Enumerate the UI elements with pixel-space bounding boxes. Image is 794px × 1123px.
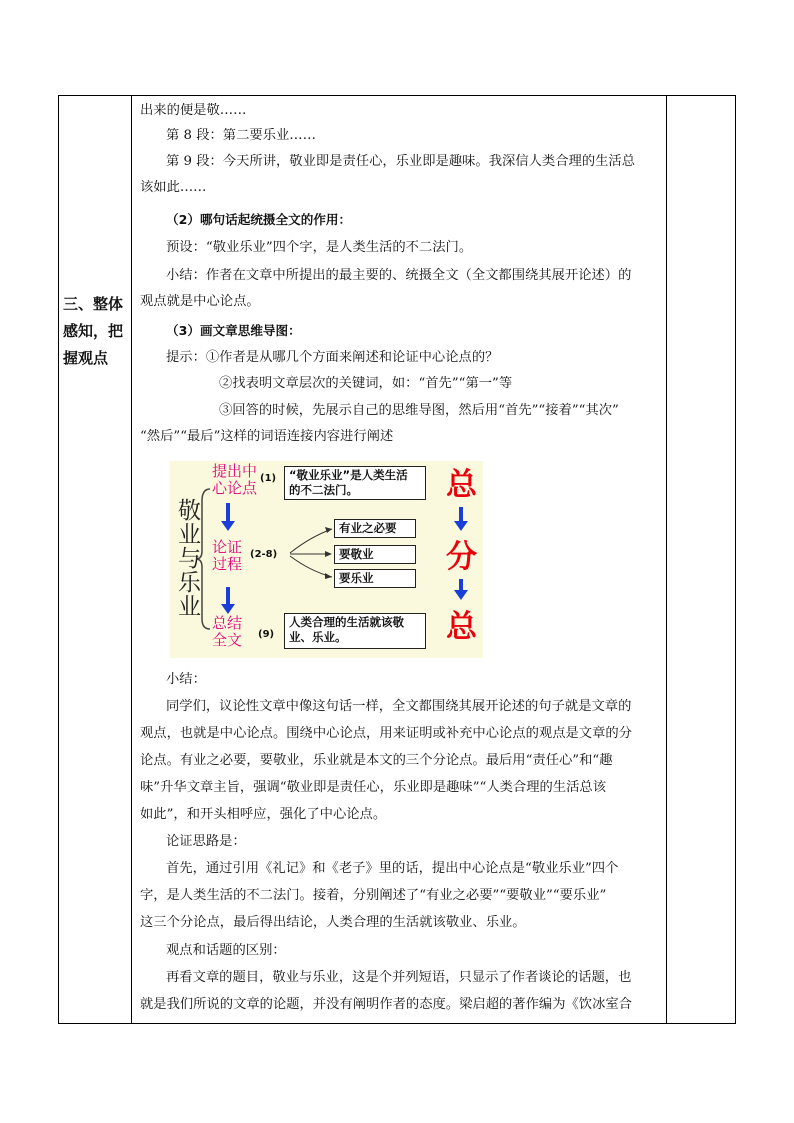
sub-point-box: 要敬业: [334, 545, 416, 564]
text-line: 提示：①作者是从哪几个方面来阐述和论证中心论点的？: [166, 350, 499, 365]
box-text: “敬业乐业”是人类生活: [289, 468, 408, 482]
text-line: 观点和话题的区别：: [166, 943, 286, 958]
subheading: （2）哪句话起统摄全文的作用：: [166, 212, 352, 227]
branch-line: [290, 529, 332, 553]
section-label: [63, 291, 129, 372]
total-char: 总: [446, 609, 477, 645]
sub-point-box: 要乐业: [334, 569, 416, 588]
arrow-down-icon: [221, 521, 235, 531]
text-line: 首先，通过引用《礼记》和《老子》里的话，提出中心论点是“敬业乐业”四个: [166, 861, 619, 876]
node-label: 总结: [212, 614, 243, 632]
box-text: 业、乐业。: [289, 630, 347, 644]
conclusion-box: [284, 613, 426, 649]
title-char: 敬: [178, 498, 201, 524]
node-label: 过程: [212, 555, 243, 573]
text-line: 再看文章的题目，敬业与乐业，这是个并列短语，只显示了作者谈论的话题，也: [166, 970, 632, 985]
text-line: 第 8 段：第二要乐业……: [166, 128, 316, 143]
node-conclusion: [212, 615, 242, 649]
arrow-right-icon: [325, 551, 332, 557]
text-line: 味”升华文章主旨，强调“敬业即是责任心，乐业即是趣味”“人类合理的生活总该: [140, 780, 606, 795]
arrow-down-icon: [454, 590, 468, 600]
section-cell: [59, 96, 131, 1023]
text-line: 小结：: [166, 672, 206, 687]
thesis-box: [284, 466, 426, 500]
node-label: 论证: [212, 538, 243, 556]
node-label: 心论点: [212, 479, 258, 497]
arrow-right-icon: [325, 527, 332, 533]
text-line: 预设：“敬业乐业”四个字，是人类生活的不二法门。: [166, 240, 473, 255]
lesson-table: [58, 95, 736, 1024]
node-argument: [212, 539, 242, 573]
total-char: 总: [446, 467, 477, 503]
node-label: 提出中: [212, 462, 258, 480]
text-line: 论证思路是：: [166, 834, 246, 849]
text-line: 观点，也就是中心论点。围绕中心论点，用来证明或补充中心论点的观点是文章的分: [140, 726, 632, 741]
box-text: 的不二法门。: [289, 483, 358, 497]
title-char: 业: [178, 522, 201, 548]
text-line: 就是我们所说的文章的论题，并没有阐明作者的态度。梁启超的著作编为《饮冰室合: [140, 997, 632, 1012]
section-label-line: 握观点: [63, 349, 109, 367]
node-thesis: [212, 463, 257, 497]
arrow-right-icon: [325, 573, 332, 579]
text-line: 第 9 段：今天所讲，敬业即是责任心，乐业即是趣味。我深信人类合理的生活总: [166, 154, 636, 169]
paragraph-number: (9): [258, 629, 275, 640]
text-line: 小结：作者在文章中所提出的最主要的、统摄全文（全文都围绕其展开论述）的: [166, 268, 632, 283]
sub-point-box: 有业之必要: [334, 519, 416, 538]
text-line: 该如此……: [140, 180, 207, 195]
text-line: ②找表明文章层次的关键词，如：“首先”“第一”等: [219, 376, 513, 391]
node-label: 全文: [212, 631, 243, 649]
text-line: 字，是人类生活的不二法门。接着，分别阐述了“有业之必要”“要敬业”“要乐业”: [140, 888, 607, 903]
content-cell: [132, 96, 666, 1023]
title-char: 业: [178, 594, 201, 620]
text-line: ③回答的时候，先展示自己的思维导图，然后用“首先”“接着”“其次”: [219, 403, 619, 418]
box-text: 人类合理的生活就该敬: [289, 615, 404, 629]
text-line: 同学们，议论性文章中像这句话一样，全文都围绕其展开论述的句子就是文章的: [166, 699, 632, 714]
section-label-line: 三、整体: [63, 295, 124, 313]
text-line: 观点就是中心论点。: [140, 294, 260, 309]
arrow-down-icon: [221, 604, 235, 614]
part-char: 分: [446, 539, 477, 575]
text-line: 如此”，和开头相呼应，强化了中心论点。: [140, 807, 387, 822]
arrow-down-icon: [454, 521, 468, 531]
text-line: 这三个分论点，最后得出结论，人类合理的生活就该敬业、乐业。: [140, 915, 526, 930]
column-divider: [666, 96, 667, 1023]
text-line: “然后”“最后”这样的词语连接内容进行阐述: [140, 429, 394, 444]
title-char: 乐: [178, 570, 201, 596]
paragraph-number: (1): [260, 473, 277, 484]
title-char: 与: [178, 546, 201, 572]
paragraph-number: (2-8): [250, 549, 278, 560]
mind-map-title: [178, 499, 201, 619]
text-line: 出来的便是敬……: [140, 103, 247, 118]
mind-map: [170, 461, 483, 658]
subheading: （3）画文章思维导图：: [166, 323, 301, 338]
section-label-line: 感知，把: [63, 322, 124, 340]
text-line: 论点。有业之必要，要敬业，乐业就是本文的三个分论点。最后用“责任心”和“趣: [140, 753, 613, 768]
